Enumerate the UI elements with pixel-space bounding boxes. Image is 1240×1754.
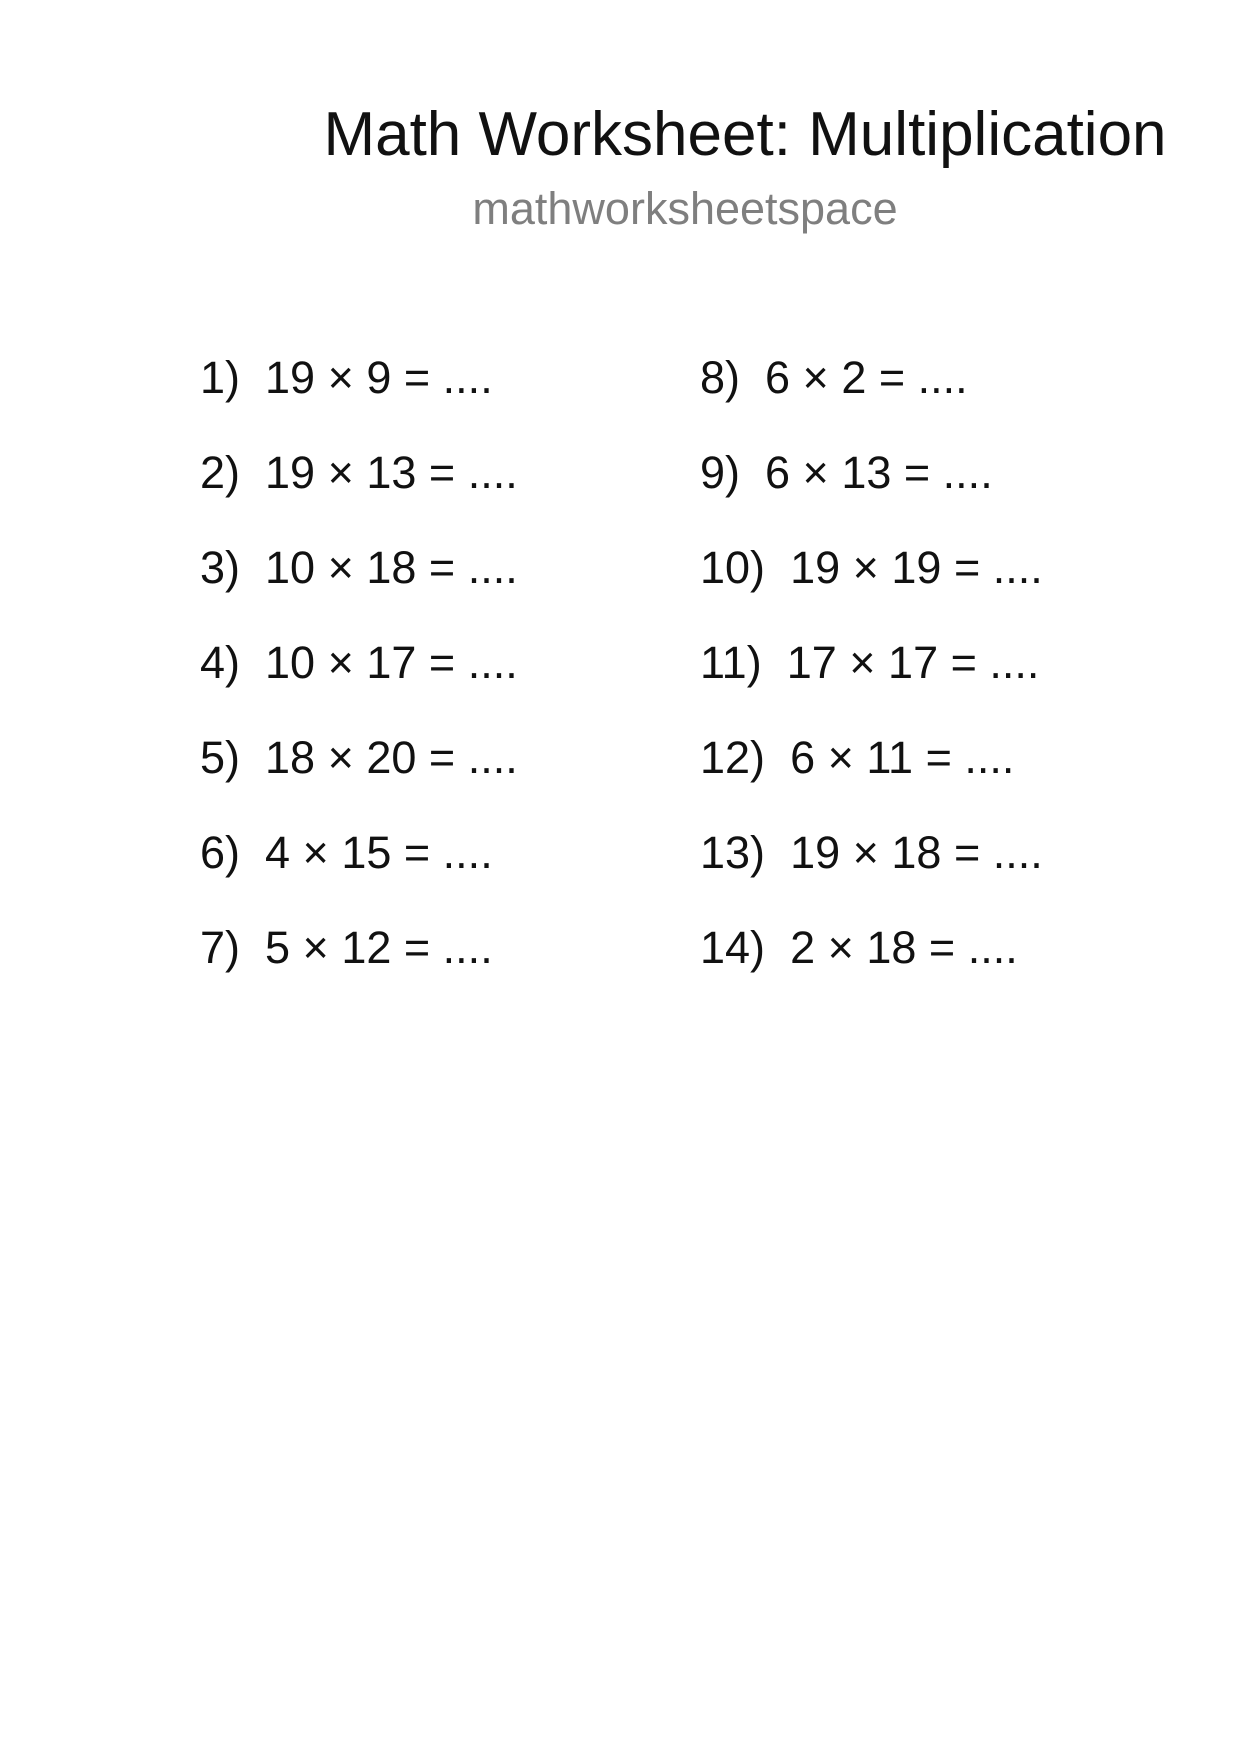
problem-expression: 5 × 12 = .... — [265, 922, 493, 973]
problem-expression: 4 × 15 = .... — [265, 827, 493, 878]
problem-number: 6) — [200, 827, 241, 878]
problem-expression: 17 × 17 = .... — [786, 637, 1040, 688]
problem-number: 14) — [700, 922, 766, 973]
problem-expression: 18 × 20 = .... — [265, 732, 518, 783]
page-subtitle: mathworksheetspace — [472, 183, 898, 234]
problem-number: 4) — [200, 637, 241, 688]
problem-number: 13) — [700, 827, 766, 878]
problem-item — [700, 918, 1043, 1013]
problem-item — [200, 918, 518, 1013]
problem-item — [200, 728, 518, 823]
page-title: Math Worksheet: Multiplication — [323, 100, 1167, 169]
problem-expression: 10 × 17 = .... — [265, 637, 518, 688]
problem-number: 8) — [700, 352, 741, 403]
problem-number: 12) — [700, 732, 766, 783]
problem-column-right — [700, 348, 1043, 1013]
problem-expression: 2 × 18 = .... — [790, 922, 1018, 973]
problem-expression: 19 × 18 = .... — [790, 827, 1043, 878]
problem-column-left — [200, 348, 518, 1013]
problem-number: 1) — [200, 352, 241, 403]
problem-item — [200, 823, 518, 918]
problem-item — [700, 443, 1043, 538]
problem-number: 3) — [200, 542, 241, 593]
problem-item — [700, 538, 1043, 633]
problem-expression: 19 × 9 = .... — [265, 352, 493, 403]
problem-item — [200, 538, 518, 633]
problem-item — [700, 348, 1043, 443]
problem-expression: 6 × 2 = .... — [765, 352, 968, 403]
problem-number: 10) — [700, 542, 766, 593]
problem-expression: 19 × 19 = .... — [790, 542, 1043, 593]
problem-number: 7) — [200, 922, 241, 973]
problem-item — [700, 633, 1043, 728]
problem-expression: 19 × 13 = .... — [265, 447, 518, 498]
problem-item — [200, 443, 518, 538]
problem-number: 11) — [700, 637, 762, 688]
problem-item — [200, 348, 518, 443]
problem-expression: 6 × 13 = .... — [765, 447, 993, 498]
problem-number: 2) — [200, 447, 241, 498]
problem-item — [200, 633, 518, 728]
problem-number: 9) — [700, 447, 741, 498]
problem-item — [700, 823, 1043, 918]
problem-number: 5) — [200, 732, 241, 783]
problem-expression: 10 × 18 = .... — [265, 542, 518, 593]
problem-item — [700, 728, 1043, 823]
problem-expression: 6 × 11 = .... — [790, 732, 1015, 783]
